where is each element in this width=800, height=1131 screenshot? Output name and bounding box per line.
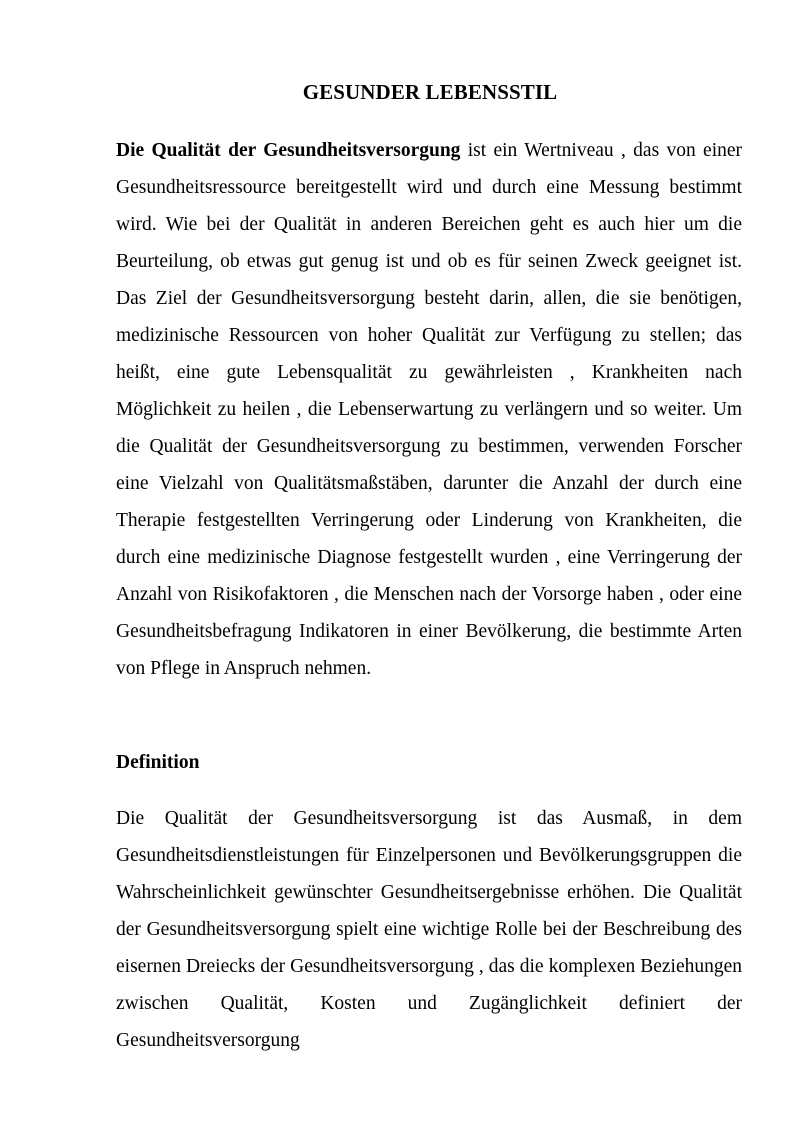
paragraph-definition: Die Qualität der Gesundheitsversorgung ist das Ausmaß, in dem Gesundheitsdienstleistungen für Einzelpersonen und Bevölkerungsgruppen die Wahrscheinlichkeit gewünschter Gesundheitsergebnisse erhöhen. Die Qualität der Gesundheitsversorgung spielt eine wichtige Rolle bei der Beschreibung des eisernen Dreiecks der Gesundheitsversorgung , das die komplexen Beziehungen zwischen Qualität, Kosten und Zugänglichkeit definiert der Gesundheitsversorgung <box>116 808 742 1051</box>
paragraph-lead-bold: Die Qualität der Gesundheitsversorgung <box>116 140 461 161</box>
document-title: GESUNDER LEBENSSTIL <box>302 80 558 104</box>
paragraph-body-text: ist ein Wertniveau , das von einer Gesundheitsressource bereitgestellt wird und durch eine Messung bestimmt wird. Wie bei der Qualität in anderen Bereichen geht es auch hier um die Beurteilung, ob etwas gut genug ist und ob es für seinen Zweck geeignet ist. Das Ziel der Gesundheitsversorgung besteht darin, allen, die sie benötigen, medizinische Ressourcen von hoher Qualität zur Verfügung zu stellen; das heißt, eine gute Lebensqualität zu gewährleisten , Krankheiten nach Möglichkeit zu heilen , die Lebenserwartung zu verlängern und so weiter. Um die Qualität der Gesundheitsversorgung zu bestimmen, verwenden Forscher eine Vielzahl von Qualitätsmaßstäben, darunter die Anzahl der durch eine Therapie festgestellten Verringerung oder Linderung von Krankheiten, die durch eine medizinische Diagnose festgestellt wurden , eine Verringerung der Anzahl von Risikofaktoren , die Menschen nach der Vorsorge haben , oder eine Gesundheitsbefragung Indikatoren in einer Bevölkerung, die bestimmte Arten von Pflege in Anspruch nehmen. <box>116 140 743 679</box>
paragraph-quality-intro <box>116 132 742 687</box>
section-heading-definition: Definition <box>116 752 200 773</box>
